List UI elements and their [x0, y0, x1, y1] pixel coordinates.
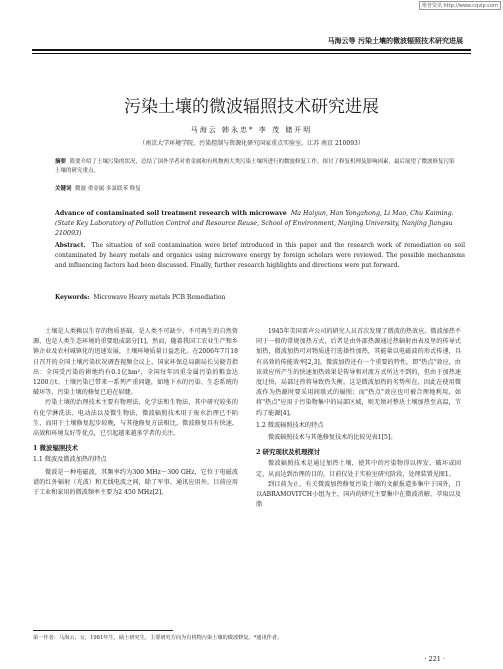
keywords-cn-text: 微波 重金属 多氯联苯 修复 — [75, 186, 141, 192]
footnote-rule — [33, 630, 173, 631]
abstract-en-text: The situation of soil contamination were brief introduced in this paper and the research work of remediation on soil contaminated by heavy metals and organics using microwave energy by foreign scholars were reviewed. The possible mechanisms and influencing factors had been discussed. Finally, further research highlights and directions were put forward. — [55, 242, 465, 269]
paragraph: 微波是一种电磁波，其频率约为300 MHz～300 GHz，它位于电磁波谱的红外辐射（光波）和无线电波之间，除了军事、通讯应用外，目前应用于工业和家用的微波频率主要为2 450 MHz[2]。 — [33, 468, 238, 497]
subsection-heading: 1.2 微波辐照技术的特点 — [256, 421, 324, 429]
section-heading: 1 微波辐照技术 — [33, 444, 79, 453]
affiliation: （南京大学环境学院，污染控制与资源化研究国家重点实验室，江苏 南京 210093） — [139, 140, 364, 147]
abstract-cn-text: 简要介绍了土壤污染的状况，总结了国外学者对重金属和有机物两大类污染土壤所进行的微波修复工作，探讨了修复机理及影响因素，最后展望了微波修复污染土壤的研究重点。 — [55, 159, 455, 174]
abstract-cn — [55, 158, 455, 175]
paragraph: 微波辐照技术是通过加热土壤，使其中的污染物得以挥发、破坏或固定，从而达到治理的目的，目前仅处于实验室研究阶段，处理装置见图1。 — [256, 460, 461, 478]
keywords-cn-label: 关键词 — [55, 186, 72, 192]
paper-title: 污染土壤的微波辐照技术研究进展 — [124, 97, 379, 117]
keywords-en — [55, 294, 465, 301]
english-affiliation: (State Key Laboratory of Pollution Control and Resource Reuse, School of Environment, Nanjing University, Nanjing Jiangsu 210093) — [55, 219, 453, 237]
section-heading: 2 研究现状及机理探讨 — [256, 448, 321, 457]
english-title: Advance of contaminated soil treatment research with microwave — [55, 210, 287, 217]
paragraph: 土壤是人类赖以生存的物质基础，是人类不可缺少、不可再生的自然资源，也是人类生态环境的重要组成部分[1]。然而，随着我国工农业生产和乡镇企业及农村城镇化的迅速发展，土壤环境质量日益恶化。在2006年7月18日召开的全国土壤污染状况调查视频会议上，国家环保总局副局长吴晓青指出：全国受污染的耕地约有0.1亿hm²，全国每年因重金属污染的粮食达1200万t。土壤污染已带来一系列严重问题，如地下水的污染、生态系统的破坏等，污染土壤的修复已迫在眉睫。 — [33, 328, 238, 397]
english-authors: Ma Haiyun, Han Yongzhong, Li Mao, Chu Kaiming. — [290, 210, 454, 217]
abstract-en-label: Abstract. — [55, 242, 86, 249]
paragraph: 到目前为止，有关微波加热修复污染土壤的文献报道多集中于国外，且以ABRAMOVITCH小组为主，国内的研究主要集中在微波消解、萃取以及脂 — [256, 480, 461, 509]
paragraph: 微波辐照技术与其他修复技术的比较见表1[5]。 — [268, 434, 397, 442]
english-header — [55, 209, 465, 238]
body-left-column — [33, 327, 238, 498]
header-rule-thick — [32, 49, 471, 51]
abstract-cn-label: 摘要 — [55, 159, 67, 165]
page-number: · 221 · — [424, 655, 445, 663]
paragraph: 1945年美国雷声公司的研究人员首次发现了微波的热效应。微波加热不同于一般的常规加热方式，后者是由外部热源通过热辐射由表及里的传导式加热，微波加热可对物质进行选择性加热，其能量以电磁波的形式传递，具有高效的传能效率[2,3]。微波加热还有一个重要的特性，即"热点"效应，由该效应所产生的快速加热效果是传导和对流方式所达不到的，但由于加热速度过快，局部过热将导致热失衡，这是微波加热的劣势所在，因此在使用微波作为热源时要采用间歇式的辐照；而"热点"效应也可被合理地利用，如将"热点"应用于污染物集中的局部区域，则无须对整块土壤加热至高温，节约了能源[4]。 — [256, 328, 461, 417]
keywords-en-text: Microwave Heavy metals PCB Remediation — [93, 294, 226, 301]
authors: 马海云 韩永忠* 李 茂 储开明 — [190, 126, 313, 134]
keywords-cn — [55, 184, 455, 192]
running-head: 马海云等 污染土壤的微波辐照技术研究进展 — [327, 36, 463, 45]
subsection-heading: 1.1 微波及微波加热的特点 — [33, 456, 107, 464]
body-right-column — [256, 327, 461, 510]
paragraph: 污染土壤的治理技术主要有物理法、化学法和生物法，其中研究较多的有化学淋洗法、电动法以及微生物法，微波辐照技术用于废水治理已不陌生，而用于土壤修复起步较晚，与其他修复方法相比，微波修复具有快速、高效和环境友好等优点，已引起越来越多学者的关注。 — [33, 399, 238, 438]
abstract-en — [55, 241, 465, 270]
footnote: 第一作者：马海云，女，1981年生，硕士研究生，主要研究方向为有机物污染土壤的微波修复。*通讯作者。 — [33, 635, 283, 641]
watermark: 维普资讯 http://www.cqvip.com — [419, 1, 501, 10]
keywords-en-label: Keywords: — [55, 294, 90, 301]
header-rule-thin — [32, 53, 471, 54]
